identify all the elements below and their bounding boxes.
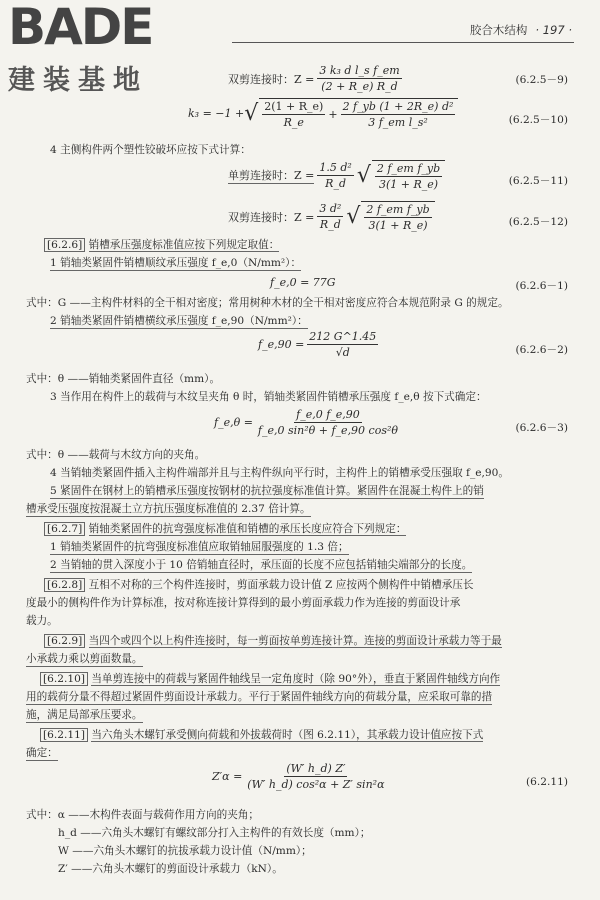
eq-numerator: 2 f_em f_yb [376, 162, 441, 175]
section-6-2-8 [44, 578, 473, 592]
equation-6-2-11 [212, 762, 390, 791]
section-text: 销轴类紧固件的抗弯强度标准值和销槽的承压长度应符合下列规定： [88, 523, 407, 535]
equation-6-2-5-10 [188, 98, 458, 129]
eq-number: (6.2.6－1) [515, 280, 568, 292]
definition-W: W ——六角头木螺钉的抗拔承载力设计值（N/mm）； [58, 845, 312, 857]
section-6-2-7 [44, 522, 406, 536]
eq-number: (6.2.11) [526, 776, 568, 788]
section-6-2-9-line2: 小承载力乘以剪面数量。 [26, 653, 143, 665]
eq-number: (6.2.5－12) [508, 216, 568, 228]
definition-hd: h_d ——六角头木螺钉有螺纹部分打入主构件的有效长度（mm）； [58, 827, 371, 839]
section-text: 当六角头木螺钉承受侧向荷载和外拔载荷时（图 6.2.11），其承载力设计值应按下式 [91, 729, 484, 741]
eq-number: (6.2.5－9) [515, 74, 568, 86]
definition-alpha: 式中：α ——木构件表面与载荷作用方向的夹角； [26, 809, 259, 821]
eq-numerator: 2(1 + R_e) [264, 100, 324, 113]
header-rule [232, 42, 574, 43]
section-6-2-11 [40, 728, 483, 742]
brand-subtitle: 建装基地 [8, 65, 148, 96]
eq-lhs: 单剪连接时：Z = [228, 169, 315, 182]
eq-lhs: f_e,90 = [258, 338, 305, 351]
section-6-2-8-line3: 载力。 [26, 615, 58, 627]
section-tag: [6.2.6] [44, 238, 85, 252]
eq-lhs: 双剪连接时：Z = [228, 72, 315, 86]
eq-number: (6.2.5－10) [508, 114, 568, 126]
eq-denominator: R_d [319, 218, 341, 231]
eq-denominator: 3(1 + R_e) [368, 219, 428, 232]
section-tag: [6.2.10] [40, 672, 88, 686]
eq-number: (6.2.6－3) [515, 422, 568, 434]
eq-lhs: 双剪连接时：Z = [228, 210, 315, 224]
equation-6-2-5-11: 单剪连接时：Z = $\frac{\text{1.5 d²}}{R\_d}$ √ $\frac{\text{2 f\_em f\_yb}}{3(1 + R\_e)}$ [228, 160, 445, 191]
eq-denominator: 3 f_em l_s² [368, 116, 428, 129]
eq-numerator: 3 k₃ d l_s f_em [319, 64, 400, 77]
definition-Z: Z′ ——六角头木螺钉的剪面设计承载力（kN）。 [58, 863, 283, 875]
eq-lhs: f_e,θ = [214, 416, 253, 429]
running-header [470, 22, 572, 38]
eq-lhs: k₃ = −1 + [188, 107, 245, 120]
eq-plus: + [328, 108, 338, 121]
sqrt-group: √ $\frac{2(1 + R\_e)}{R\_e}$ + $\frac{\text{2 f\_yb (1 + 2R\_e) d²}}{\text{3 f\_em l\_s²}}$ [244, 98, 458, 129]
eq-denominator: f_e,0 sin²θ + f_e,90 cos²θ [257, 424, 399, 437]
section-text: 当单剪连接中的荷载与紧固件轴线呈一定角度时（除 90°外），垂直于紧固件轴线方向作 [91, 673, 501, 685]
page-number: · 197 · [535, 23, 572, 37]
section-tag: [6.2.9] [44, 634, 85, 648]
equation-6-2-5-9 [228, 64, 405, 93]
eq-denominator: (2 + R_e) R_d [321, 80, 398, 93]
item-6-2-6-1: 1 销轴类紧固件销槽顺纹承压强度 f_e,0（N/mm²）： [50, 257, 302, 269]
section-tag: [6.2.8] [44, 578, 85, 592]
item-6-2-6-4: 4 当销轴类紧固件插入主构件端部并且与主构件纵向平行时，主构件上的销槽承受压强取 f_e,90。 [50, 467, 509, 479]
eq-lhs: Z′α = [212, 770, 243, 783]
definition-theta-2: 式中：θ ——载荷与木纹方向的夹角。 [26, 449, 206, 461]
section-text: 互相不对称的三个构件连接时，剪面承载力设计值 Z 应按两个侧构件中销槽承压长 [88, 579, 474, 591]
section-text: 当四个或四个以上构件连接时，每一剪面按单剪连接计算。连接的剪面设计承载力等于最 [88, 635, 502, 647]
eq-numerator: 2 f_yb (1 + 2R_e) d² [342, 100, 454, 113]
section-6-2-11-line2: 确定： [26, 747, 58, 759]
eq-fraction [317, 64, 401, 93]
item-6-2-6-5-line1: 5 紧固件在钢材上的销槽承压强度按钢材的抗拉强度标准值计算。紧固件在混凝土构件上的销 [50, 485, 484, 497]
section-6-2-9 [44, 634, 502, 648]
eq-numerator: 1.5 d² [319, 161, 352, 174]
item-6-2-6-3: 3 当作用在构件上的载荷与木纹呈夹角 θ 时，销轴类紧固件销槽承压强度 f_e,θ 按下式确定： [50, 391, 487, 403]
section-6-2-10 [40, 672, 500, 686]
eq-numerator: 212 G^1.45 [309, 330, 377, 343]
eq-denominator: R_e [283, 116, 304, 129]
equation-6-2-6-1: f_e,0 = 77G [270, 276, 336, 289]
eq-denominator: (W′ h_d) cos²α + Z′ sin²α [247, 778, 385, 791]
bade-logo [8, 2, 170, 50]
section-6-2-8-line2: 度最小的侧构件作为计算标准，按对称连接计算得到的最小剪面承载力作为连接的剪面设计承 [26, 597, 461, 609]
equation-6-2-6-2 [258, 330, 381, 359]
item-6-2-6-5-line2: 槽承受压强度按混凝土立方抗压强度标准值的 2.37 倍计算。 [26, 503, 311, 515]
eq-denominator: √d [335, 346, 350, 359]
section-tag: [6.2.7] [44, 522, 85, 536]
eq-number: (6.2.5－11) [508, 175, 568, 187]
section-6-2-6 [44, 238, 279, 252]
section-text: 销槽承压强度标准值应按下列规定取值： [88, 239, 280, 251]
section-6-2-10-line2: 用的载荷分量不得超过紧固件剪面设计承载力。平行于紧固件轴线方向的荷载分量，应采取可靠的措 [26, 691, 493, 703]
item-6-2-6-2: 2 销轴类紧固件销槽横纹承压强度 f_e,90（N/mm²）： [50, 315, 308, 327]
item-6-2-7-1: 1 销轴类紧固件的抗弯强度标准值应取销轴屈服强度的 1.3 倍； [50, 541, 349, 553]
section-6-2-10-line3: 施，满足局部承压要求。 [26, 709, 143, 721]
section-tag: [6.2.11] [40, 728, 88, 742]
eq-numerator: f_e,0 f_e,90 [296, 408, 360, 421]
eq-denominator: R_d [325, 177, 346, 190]
eq-denominator: 3(1 + R_e) [378, 178, 439, 191]
item-6-2-7-2: 2 当销轴的贯入深度小于 10 倍销轴直径时，承压面的长度不应包括销轴尖端部分的长度。 [50, 559, 473, 571]
item-4: 4 主侧构件两个塑性铰破坏应按下式计算： [50, 144, 251, 156]
definition-G: 式中：G ——主构件材料的全干相对密度；常用树种木材的全干相对密度应符合本规范附录 G 的规定。 [26, 297, 509, 309]
bade-wordmark: BADE [8, 2, 153, 50]
eq-number: (6.2.6－2) [515, 344, 568, 356]
equation-6-2-6-3 [214, 408, 403, 437]
eq-numerator: 3 d² [319, 202, 342, 215]
definition-theta: 式中：θ ——销轴类紧固件直径（mm）。 [26, 373, 221, 385]
header-title: 胶合木结构 [469, 23, 528, 37]
equation-6-2-5-12: 双剪连接时：Z = $\frac{\text{3 d²}}{R\_d}$ √ $\frac{\text{2 f\_em f\_yb}}{3(1 + R\_e)}$ [228, 201, 435, 232]
eq-numerator: (W′ h_d) Z′ [286, 762, 346, 775]
eq-numerator: 2 f_em f_yb [366, 203, 430, 216]
